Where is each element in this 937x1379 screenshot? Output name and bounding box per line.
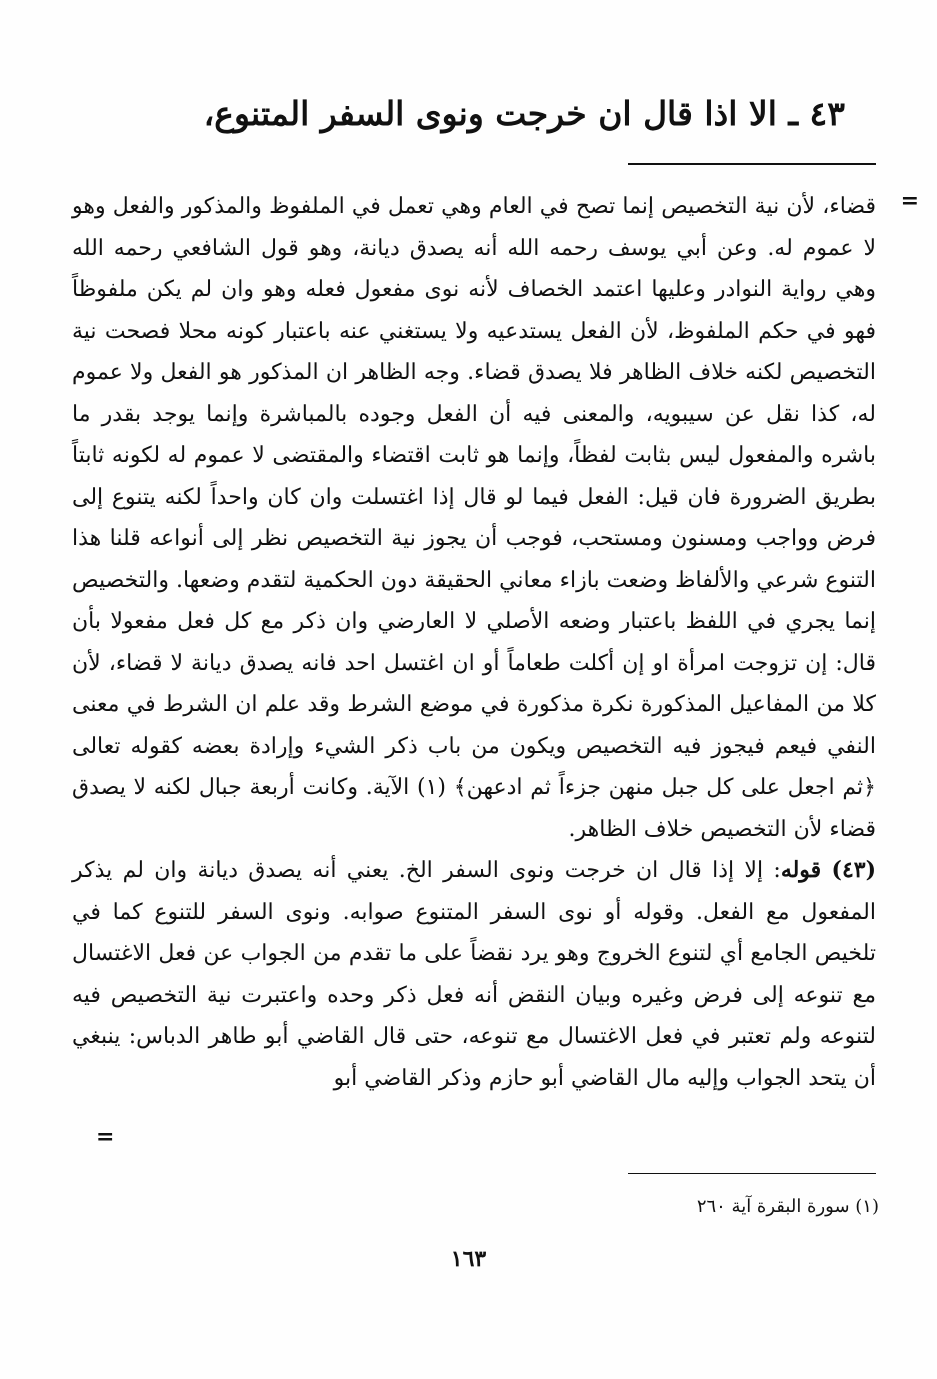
continuation-mark-top: = bbox=[900, 188, 919, 214]
footnote-rule bbox=[628, 1173, 876, 1174]
header-rule bbox=[628, 163, 876, 165]
paragraph-2-number: (٤٣) bbox=[831, 857, 876, 883]
page-title: ٤٣ ـ الا اذا قال ان خرجت ونوى السفر المتنوع، bbox=[203, 94, 845, 133]
main-text bbox=[72, 186, 876, 1099]
paragraph-2-text: : إلا إذا قال ان خرجت ونوى السفر الخ. يعني أنه يصدق ديانة وان لم يذكر المفعول مع الفعل. وقوله أو نوى السفر المتنوع صوابه. ونوى السفر للتنوع كما في تلخيص الجامع أي لتنوع الخروج وهو يرد نقضاً على ما تقدم من الجواب عن فعل الاغتسال مع تنوعه إلى فرض وغيره وبيان النقض أنه فعل ذكر وحده واعتبرت نية التخصيص فيه لتنوعه ولم تعتبر في فعل الاغتسال مع تنوعه، حتى قال القاضي أبو طاهر الدباس: ينبغي أن يتحد الجواب وإليه مال القاضي أبو حازم وذكر القاضي أبو bbox=[72, 858, 876, 1091]
continuation-mark-bottom: = bbox=[96, 1124, 115, 1150]
page-number: ١٦٣ bbox=[450, 1246, 487, 1272]
paragraph-1: قضاء، لأن نية التخصيص إنما تصح في العام وهي تعمل في الملفوظ والمذكور والفعل وهو لا عموم له. وعن أبي يوسف رحمه الله أنه يصدق ديانة، وهو قول الشافعي رحمه الله وهي رواية النوادر وعليها اعتمد الخصاف لأنه نوى مفعول فعله وهو وان لم يكن ملفوظاً فهو في حكم الملفوظ، لأن الفعل يستدعيه ولا يستغني عنه باعتبار كونه محلا فصحت نية التخصيص لكنه خلاف الظاهر فلا يصدق قضاء. وجه الظاهر ان المذكور هو الفعل ولا عموم له، كذا نقل عن سيبويه، والمعنى فيه أن الفعل وجوده بالمباشرة وإنما يوجد بقدر ما باشره والمفعول ليس بثابت لفظاً، وإنما هو ثابت اقتضاء والمقتضى لا عموم له لكونه ثابتاً بطريق الضرورة فان قيل: الفعل فيما لو قال إذا اغتسلت وان كان واحداً لكنه يتنوع إلى فرض وواجب ومسنون ومستحب، فوجب أن يجوز نية التخصيص نظر إلى أنواعه قلنا هذا التنوع شرعي والألفاظ وضعت بازاء معاني الحقيقة دون الحكمية لتقدم وضعها. والتخصيص إنما يجري في اللفظ باعتبار وضعه الأصلي لا العارضي وان ذكر مع كل فعل مفعولا بأن قال: إن تزوجت امرأة او إن أكلت طعاماً أو ان اغتسل احد فانه يصدق ديانة لا قضاء، لأن كلا من المفاعيل المذكورة نكرة مذكورة في موضع الشرط وقد علم ان الشرط في معنى النفي فيعم فيجوز فيه التخصيص ويكون من باب ذكر الشيء وإرادة بعضه كقوله تعالى ﴿ثم اجعل على كل جبل منهن جزءاً ثم ادعهن﴾ (١) الآية. وكانت أربعة جبال لكنه لا يصدق قضاء لأن التخصيص خلاف الظاهر. bbox=[72, 194, 876, 842]
footnote: (١) سورة البقرة آية ٢٦٠ bbox=[696, 1196, 879, 1217]
paragraph-2 bbox=[72, 850, 876, 1099]
paragraph-2-label: قوله bbox=[780, 857, 822, 883]
